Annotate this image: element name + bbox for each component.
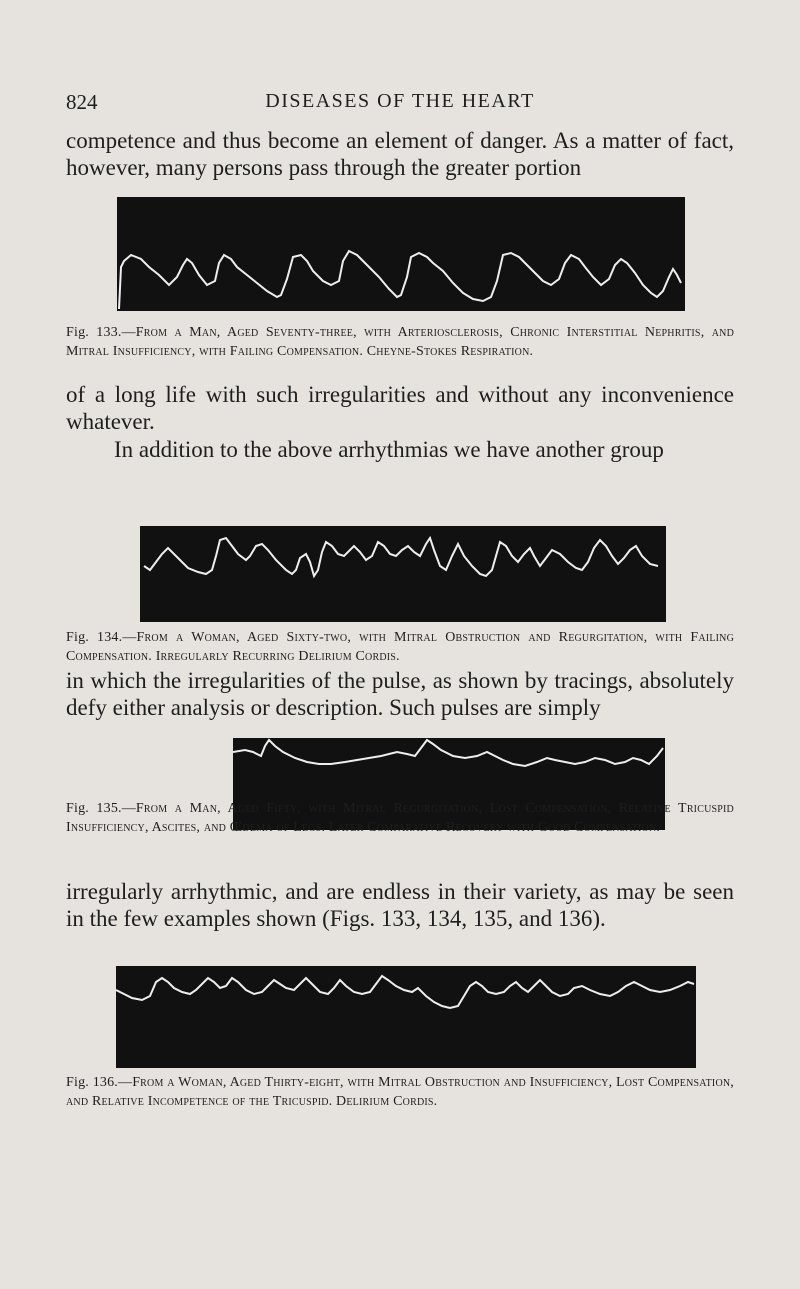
figure-133-caption-text: —From a Man, Aged Seventy-three, with Arteriosclerosis, Chronic Interstitial Nephritis, and Mitral Insufficiency, with Failing Compensation. Cheyne-Stokes Respiration. bbox=[66, 325, 734, 359]
figure-134-label: Fig. 134. bbox=[66, 630, 123, 645]
figure-134-tracing bbox=[140, 526, 666, 622]
figure-134-caption bbox=[66, 628, 734, 666]
figure-133-tracing bbox=[117, 197, 685, 311]
figure-135-label: Fig. 135. bbox=[66, 801, 122, 816]
paragraph-4: in which the irregularities of the pulse, as shown by tracings, absolutely defy either analysis or description. Such pulses are simply bbox=[66, 668, 734, 720]
figure-135-caption bbox=[66, 799, 734, 837]
figure-134-pulse-line bbox=[144, 538, 658, 576]
figure-135-pulse-line bbox=[233, 740, 663, 766]
figure-134-caption-text: —From a Woman, Aged Sixty-two, with Mitral Obstruction and Regurgitation, with Failing Compensation. Irregularly Recurring Delirium Cordis. bbox=[66, 630, 734, 664]
figure-136-caption bbox=[66, 1073, 734, 1111]
figure-136-tracing bbox=[116, 966, 696, 1068]
paragraph-3: In addition to the above arrhythmias we have another group bbox=[114, 437, 664, 462]
figure-136-pulse-line bbox=[116, 976, 694, 1008]
figure-134-tracing-svg bbox=[140, 526, 666, 622]
figure-136-tracing-svg bbox=[116, 966, 696, 1068]
paragraph-5: irregularly arrhythmic, and are endless in their variety, as may be seen in the few examples shown (Figs. 133, 134, 135, and 136). bbox=[66, 879, 734, 931]
figure-133-pulse-line bbox=[119, 251, 681, 309]
running-title: DISEASES OF THE HEART bbox=[265, 90, 535, 112]
figure-136-label: Fig. 136. bbox=[66, 1075, 118, 1090]
figure-136-caption-text: —From a Woman, Aged Thirty-eight, with Mitral Obstruction and Insufficiency, Lost Compensation, and Relative Incompetence of the Tricuspid. Delirium Cordis. bbox=[66, 1075, 734, 1109]
figure-133-caption bbox=[66, 323, 734, 361]
figure-135-caption-text: —From a Man, Aged Fifty, with Mitral Regurgitation, Lost Compensation, Relative Tricuspid Insufficiency, Ascites, and Œdema of Legs. Later Comparative Recovery with Good Compensation. bbox=[66, 801, 734, 835]
figure-133-label: Fig. 133. bbox=[66, 325, 122, 340]
page-number: 824 bbox=[66, 90, 98, 114]
page-header bbox=[66, 90, 734, 114]
paragraph-1: competence and thus become an element of danger. As a matter of fact, however, many persons pass through the greater portion bbox=[66, 128, 734, 180]
figure-133-tracing-svg bbox=[117, 197, 685, 311]
paragraph-2: of a long life with such irregularities and without any inconvenience whatever. bbox=[66, 382, 734, 434]
